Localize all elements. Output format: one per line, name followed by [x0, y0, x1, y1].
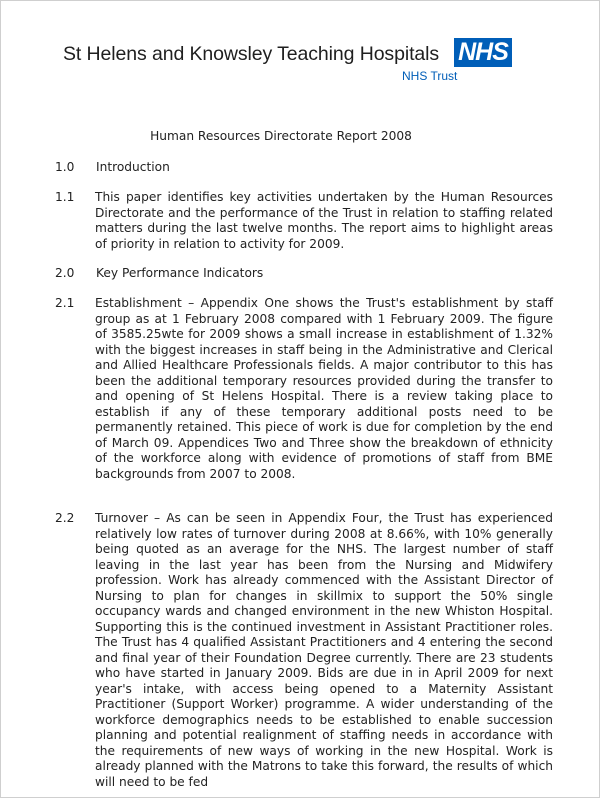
paragraph-number: 2.2: [55, 511, 75, 525]
nhs-logo: NHS: [454, 38, 512, 67]
nhs-trust-label: NHS Trust: [402, 69, 458, 83]
section-number: 2.0: [55, 266, 75, 280]
organisation-name: St Helens and Knowsley Teaching Hospitals: [63, 43, 440, 65]
section-heading: Introduction: [96, 160, 170, 174]
paragraph-number: 1.1: [55, 190, 75, 204]
paragraph-number: 2.1: [55, 296, 75, 310]
paragraph-text: This paper identifies key activities undertaken by the Human Resources Directorate and the performance of the Trust in relation to staffing related matters during the last twelve months. The report aims to highlight areas of priority in relation to activity for 2009.: [95, 190, 553, 251]
paragraph-text: Turnover – As can be seen in Appendix Four, the Trust has experienced relatively low rates of turnover during 2008 at 8.66%, with 10% generally being quoted as an average for the NHS. The largest number of staff leaving in the last year has been from the Nursing and Midwifery profession. Work has already commenced with the Assistant Director of Nursing to plan for changes in skillmix to support the 50% single occupancy wards and changed environment in the new Whiston Hospital. Supporting this is the continued investment in Assistant Practitioner roles. The Trust has 4 qualified Assistant Practitioners and 4 entering the second and final year of their Foundation Degree currently. There are 23 students who have started in January 2009. Bids are due in in April 2009 for next year's intake, with access being opened to a Maternity Assistant Practitioner (Support Worker) programme. A wider understanding of the workforce demographics needs to be established to enable succession planning and potential realignment of staffing needs in accordance with the requirements of new ways of working in the new Hospital. Work is already planned with the Matrons to take this forward, the results of which will need to be fed: [95, 511, 553, 789]
report-title: Human Resources Directorate Report 2008: [150, 129, 412, 143]
paragraph-text: Establishment – Appendix One shows the Trust's establishment by staff group as at 1 February 2008 compared with 1 February 2009. The figure of 3585.25wte for 2009 shows a small increase in establishment of 1.32% with the biggest increases in staff being in the Administrative and Clerical and Allied Healthcare Professionals fields. A major contributor to this has been the additional temporary resources provided during the transfer to and opening of St Helens Hospital. There is a review taking place to establish if any of these temporary additional posts need to be permanently retained. This piece of work is due for completion by the end of March 09. Appendices Two and Three show the breakdown of ethnicity of the workforce along with evidence of promotions of staff from BME backgrounds from 2007 to 2008.: [95, 296, 553, 481]
section-heading: Key Performance Indicators: [96, 266, 264, 280]
section-number: 1.0: [55, 160, 75, 174]
